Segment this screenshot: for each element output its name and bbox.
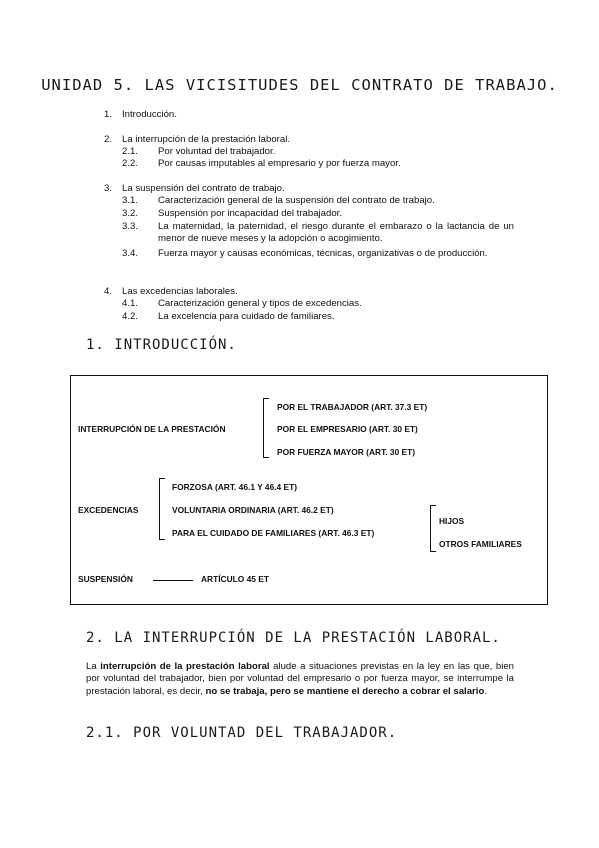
table-of-contents <box>0 0 599 330</box>
section-heading-interrupcion: 2. LA INTERRUPCIÓN DE LA PRESTACIÓN LABORAL. <box>86 630 501 646</box>
toc-subitem: Suspensión por incapacidad del trabajador. <box>158 208 343 219</box>
toc-number: 3. <box>104 183 113 194</box>
toc-subitem: La excelencia para cuidado de familiares. <box>158 311 335 322</box>
section-heading-introduccion: 1. INTRODUCCIÓN. <box>86 337 237 353</box>
bracket <box>159 478 165 540</box>
toc-subnumber: 2.2. <box>122 158 139 169</box>
toc-number: 4. <box>104 286 113 297</box>
toc-subitem: Por causas imputables al empresario y por fuerza mayor. <box>158 158 401 169</box>
toc-subnumber: 4.2. <box>122 311 139 322</box>
summary-diagram <box>70 375 548 605</box>
toc-item: Introducción. <box>122 109 177 120</box>
toc-subitem: Caracterización general y tipos de excedencias. <box>158 298 362 309</box>
diagram-item: POR EL TRABAJADOR (ART. 37.3 ET) <box>277 402 428 412</box>
diagram-item: POR FUERZA MAYOR (ART. 30 ET) <box>277 447 416 457</box>
toc-number: 2. <box>104 134 113 145</box>
toc-number: 1. <box>104 109 113 120</box>
section-heading-voluntad-trabajador: 2.1. POR VOLUNTAD DEL TRABAJADOR. <box>86 725 398 741</box>
toc-item: La interrupción de la prestación laboral. <box>122 134 290 145</box>
toc-subitem-line1 <box>158 248 514 260</box>
diagram-subitem: HIJOS <box>439 516 465 526</box>
toc-subitem: La maternidad, la paternidad, el riesgo durante el embarazo o la lactancia de un menor de nueve meses y la adopción o acogimiento. <box>158 221 514 244</box>
paragraph-text: . <box>484 685 487 697</box>
toc-subitem: Por voluntad del trabajador. <box>158 146 276 157</box>
diagram-item: PARA EL CUIDADO DE FAMILIARES (ART. 46.3 ET) <box>172 528 375 538</box>
diagram-label-interrupcion: INTERRUPCIÓN DE LA PRESTACIÓN <box>78 424 226 434</box>
toc-subnumber: 3.1. <box>122 195 139 206</box>
connector-line <box>153 580 193 581</box>
paragraph-text: alude a situaciones previstas en la ley en las que, bien por voluntad del trabajador, bien por voluntad del empresario o por fuerza mayor, se interrumpe la prestación laboral, es decir, <box>86 661 514 697</box>
document-title: UNIDAD 5. LAS VICISITUDES DEL CONTRATO DE TRABAJO. <box>41 76 558 94</box>
bracket <box>430 505 436 552</box>
paragraph-bold: interrupción de la prestación laboral <box>100 661 270 672</box>
toc-subnumber: 4.1. <box>122 298 139 309</box>
diagram-item: POR EL EMPRESARIO (ART. 30 ET) <box>277 424 418 434</box>
diagram-item: VOLUNTARIA ORDINARIA (ART. 46.2 ET) <box>172 505 334 515</box>
toc-subnumber: 3.3. <box>122 221 139 232</box>
diagram-item: FORZOSA (ART. 46.1 Y 46.4 ET) <box>172 482 298 492</box>
paragraph-text: La <box>86 661 101 672</box>
bracket <box>263 398 269 458</box>
toc-item: Las excedencias laborales. <box>122 286 238 297</box>
diagram-subitem: OTROS FAMILIARES <box>439 539 522 549</box>
toc-subitem: Fuerza mayor y causas económicas, técnicas, organizativas o de producción. <box>158 248 488 259</box>
toc-subnumber: 3.4. <box>122 248 139 259</box>
toc-subnumber: 3.2. <box>122 208 139 219</box>
diagram-label-suspension: SUSPENSIÓN <box>78 574 133 584</box>
body-paragraph <box>86 661 514 698</box>
diagram-item: ARTÍCULO 45 ET <box>201 574 269 584</box>
toc-subitem: Caracterización general de la suspensión del contrato de trabajo. <box>158 195 435 206</box>
toc-item: La suspensión del contrato de trabajo. <box>122 183 285 194</box>
diagram-label-excedencias: EXCEDENCIAS <box>78 505 139 515</box>
toc-subnumber: 2.1. <box>122 146 139 157</box>
paragraph-bold: no se trabaja, pero se mantiene el derecho a cobrar el salario <box>205 685 485 697</box>
